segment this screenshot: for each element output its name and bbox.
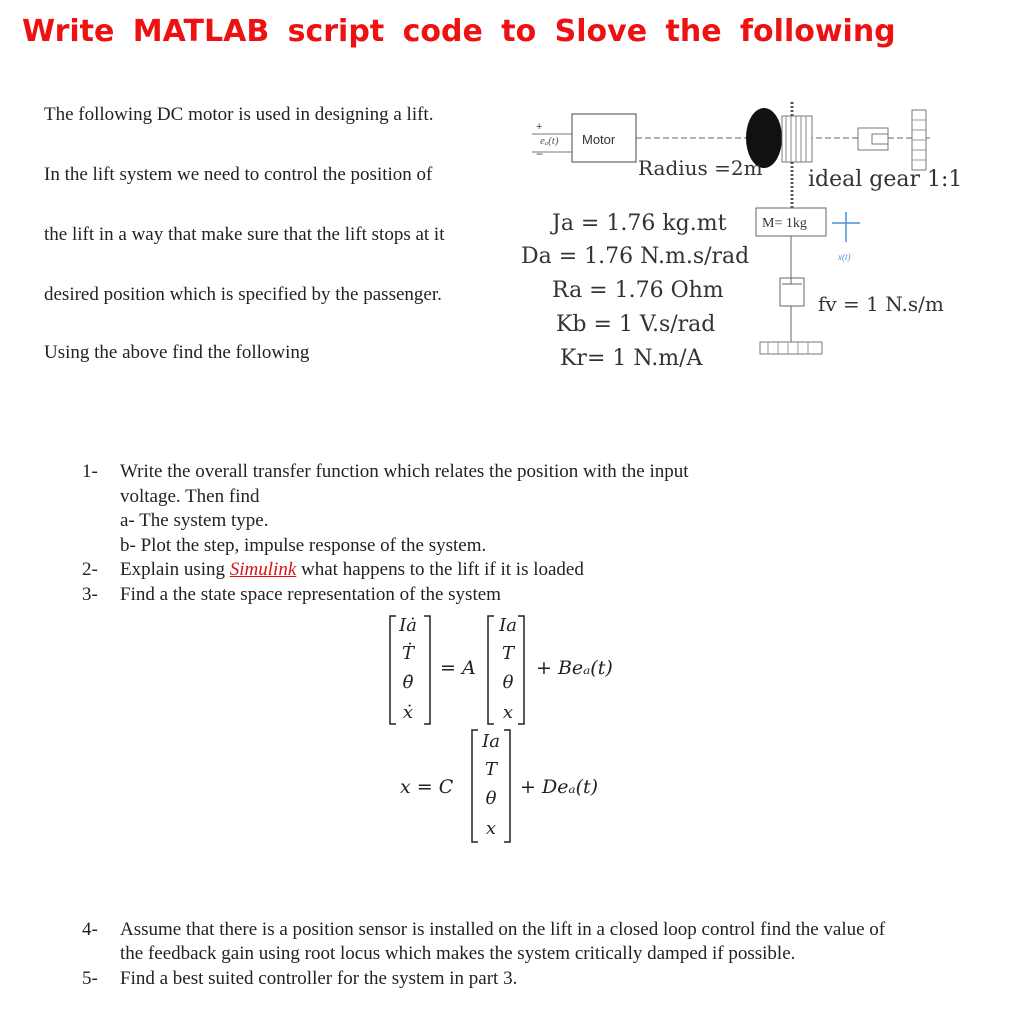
- lhs-entry: θ̇: [402, 672, 414, 693]
- state-entry: Ia: [499, 615, 517, 636]
- question-3-text: Find a the state space representation of the system: [120, 584, 501, 605]
- state-entry: Ia: [482, 731, 500, 752]
- radius-label: Radius =2m: [638, 156, 763, 180]
- question-2-text: [120, 559, 584, 581]
- simulink-link[interactable]: Simulink: [229, 559, 297, 580]
- question-1a: a- The system type.: [120, 510, 269, 531]
- plus-sign: +: [536, 121, 543, 133]
- state-entry: T: [501, 643, 514, 664]
- plus-be: + Beₐ(t): [536, 657, 613, 679]
- intro-line: Using the above find the following: [44, 342, 310, 363]
- question-5-text: Find a best suited controller for the system in part 3.: [120, 968, 518, 989]
- question-2-after: what happens to the lift if it is loaded: [296, 559, 584, 580]
- question-1-text: voltage. Then find: [120, 486, 260, 507]
- intro-line: The following DC motor is used in designing a lift.: [44, 104, 434, 125]
- param-ja: Ja = 1.76 kg.mt: [552, 211, 727, 236]
- plus-de: + Deₐ(t): [520, 776, 599, 798]
- mass-label: M= 1kg: [762, 216, 807, 231]
- state-entry: T: [484, 759, 497, 780]
- state-entry: θ: [502, 672, 514, 693]
- intro-line: the lift in a way that make sure that the lift stops at it: [44, 224, 445, 245]
- motor-label: Motor: [582, 132, 616, 147]
- page-title: Write MATLAB script code to Slove the following: [22, 14, 896, 49]
- question-number: 4-: [82, 919, 98, 940]
- fv-label: fv = 1 N.s/m: [818, 292, 944, 316]
- param-kr: Kr= 1 N.m/A: [560, 346, 703, 371]
- x-equals-c: x = C: [400, 776, 454, 798]
- question-4-text: the feedback gain using root locus which makes the system critically damped if possible.: [120, 943, 796, 964]
- question-1-text: Write the overall transfer function which relates the position with the input: [120, 461, 689, 482]
- voltage-label: eₐ(t): [540, 135, 559, 147]
- param-ra: Ra = 1.76 Ohm: [552, 278, 724, 303]
- lhs-entry: ẋ: [402, 702, 414, 723]
- question-number: 5-: [82, 968, 98, 989]
- lhs-entry: Iȧ: [399, 615, 417, 636]
- param-kb: Kb = 1 V.s/rad: [556, 312, 716, 337]
- equals-a: = A: [440, 657, 476, 679]
- gear-label: ideal gear 1:1: [808, 167, 963, 192]
- param-da: Da = 1.76 N.m.s/rad: [521, 244, 750, 269]
- question-2-before: Explain using: [120, 559, 230, 580]
- x-label: x(t): [838, 252, 851, 262]
- question-4-text: Assume that there is a position sensor is installed on the lift in a closed loop control find the value of: [120, 919, 886, 940]
- minus-sign: −: [536, 147, 544, 161]
- question-number: 1-: [82, 461, 98, 482]
- question-number: 3-: [82, 584, 98, 605]
- state-entry: x: [502, 702, 514, 723]
- question-1b: b- Plot the step, impulse response of the system.: [120, 535, 487, 556]
- intro-line: In the lift system we need to control the position of: [44, 164, 433, 185]
- question-number: 2-: [82, 559, 98, 580]
- intro-line: desired position which is specified by the passenger.: [44, 284, 442, 305]
- state-entry: θ: [485, 788, 497, 809]
- state-entry: x: [485, 818, 497, 839]
- lhs-entry: Ṫ: [401, 643, 414, 664]
